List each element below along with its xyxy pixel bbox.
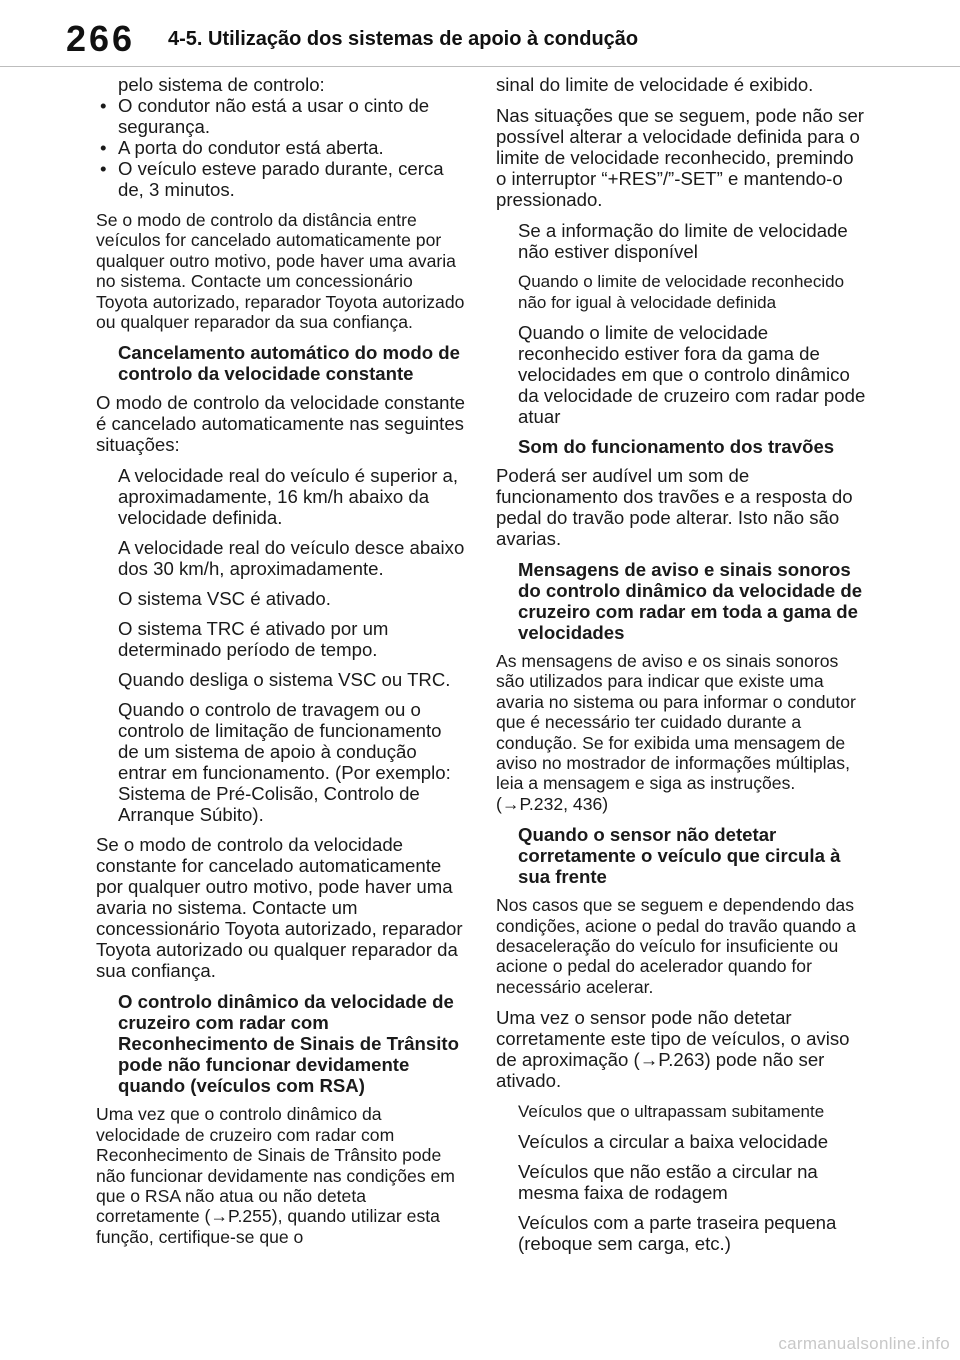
paragraph: Uma vez o sensor pode não detetar corretamente este tipo de veículos, o aviso de aproximação (→P.263) pode não ser ativado. — [496, 1007, 850, 1092]
watermark: carmanualsonline.info — [778, 1334, 950, 1353]
subheading: Mensagens de aviso e sinais sonoros do controlo dinâmico da velocidade de cruzeiro com radar em toda a gama de velocidades — [518, 559, 863, 643]
subheading: Quando o sensor não detetar corretamente o veículo que circula à sua frente — [518, 824, 841, 888]
list-item: Quando o limite de velocidade reconhecido não for igual à velocidade definida — [518, 272, 845, 312]
list-item: Quando o limite de velocidade reconhecido estiver fora da gama de velocidades em que o controlo dinâmico da velocidade de cruzeiro com radar pode atuar — [518, 322, 866, 427]
list-item: Quando o controlo de travagem ou o controlo de limitação de funcionamento de um sistema de apoio à condução entrar em funcionamento. (Por exemplo: Sistema de Pré-Colisão, Controlo de Arranque Súbito). — [118, 699, 451, 826]
list-item: A velocidade real do veículo é superior a, aproximadamente, 16 km/h abaixo da velocidade definida. — [118, 465, 459, 529]
bullet-item: • A porta do condutor está aberta. — [96, 137, 466, 158]
list-item: O sistema TRC é ativado por um determinado período de tempo. — [118, 618, 389, 661]
subheading: O controlo dinâmico da velocidade de cruzeiro com radar com Reconhecimento de Sinais de Trânsito pode não funcionar devidamente quando (veículos com RSA) — [118, 991, 459, 1097]
left-column — [96, 74, 466, 1257]
paragraph: Poderá ser audível um som de funcionamento dos travões e a resposta do pedal do travão pode alterar. Isto não são avarias. — [496, 465, 853, 549]
header-divider — [0, 66, 960, 67]
paragraph: Uma vez que o controlo dinâmico da velocidade de cruzeiro com radar com Reconhecimento de Sinais de Trânsito pode não funcionar devidamente nas condições em que o RSA não atua ou não deteta corretamente (→P.255), quando utilizar esta função, certifique-se que o — [96, 1104, 455, 1247]
bullet-item: • O veículo esteve parado durante, cerca de, 3 minutos. — [96, 158, 466, 200]
bullet-item: • O condutor não está a usar o cinto de segurança. — [96, 95, 466, 137]
right-column — [496, 74, 866, 1263]
continued-line: sinal do limite de velocidade é exibido. — [496, 74, 814, 95]
paragraph: O modo de controlo da velocidade constante é cancelado automaticamente nas seguintes situações: — [96, 392, 466, 456]
section-title: 4-5. Utilização dos sistemas de apoio à condução — [168, 28, 639, 50]
bullet-list — [96, 95, 466, 200]
paragraph: Se o modo de controlo da distância entre veículos for cancelado automaticamente por qualquer outro motivo, pode haver uma avaria no sistema. Contacte um concessionário Toyota autorizado, reparador Toyota autorizado ou qualquer reparador da sua confiança. — [96, 210, 465, 333]
page-number: 266 — [66, 18, 136, 59]
list-item: Veículos que o ultrapassam subitamente — [518, 1102, 825, 1122]
list-item: Veículos a circular a baixa velocidade — [518, 1131, 829, 1153]
list-item: Se a informação do limite de velocidade não estiver disponível — [518, 220, 848, 262]
list-item: Veículos que não estão a circular na mesma faixa de rodagem — [518, 1161, 818, 1204]
paragraph: As mensagens de aviso e os sinais sonoros são utilizados para indicar que existe uma avaria no sistema ou para informar o condutor que é necessário ter cuidado durante a condução. Se for exibida uma mensagem de aviso no mostrador de informações múltiplas, leia a mensagem e siga as instruções. (→P.232, 436) — [496, 651, 856, 814]
page-header — [0, 0, 960, 70]
paragraph: Se o modo de controlo da velocidade constante for cancelado automaticamente por qualquer outro motivo, pode haver uma avaria no sistema. Contacte um concessionário Toyota autorizado, reparador Toyota autorizado ou qualquer reparador da sua confiança. — [96, 834, 463, 982]
list-item: A velocidade real do veículo desce abaixo dos 30 km/h, aproximadamente. — [118, 537, 465, 580]
paragraph: Nas situações que se seguem, pode não ser possível alterar a velocidade definida para o limite de velocidade reconhecido, premindo o interruptor “+RES”/”-SET” e mantendo-o pressionado. — [496, 105, 864, 210]
subheading: Cancelamento automático do modo de controlo da velocidade constante — [118, 342, 460, 385]
list-item: Quando desliga o sistema VSC ou TRC. — [118, 669, 451, 691]
subheading: Som do funcionamento dos travões — [518, 436, 835, 457]
paragraph: Nos casos que se seguem e dependendo das condições, acione o pedal do travão quando a desaceleração do veículo for insuficiente ou acione o pedal do acelerador quando for necessário acelerar. — [496, 895, 856, 997]
continued-line: pelo sistema de controlo: — [118, 74, 325, 95]
list-item: O sistema VSC é ativado. — [118, 588, 331, 610]
list-item: Veículos com a parte traseira pequena (reboque sem carga, etc.) — [518, 1212, 837, 1255]
